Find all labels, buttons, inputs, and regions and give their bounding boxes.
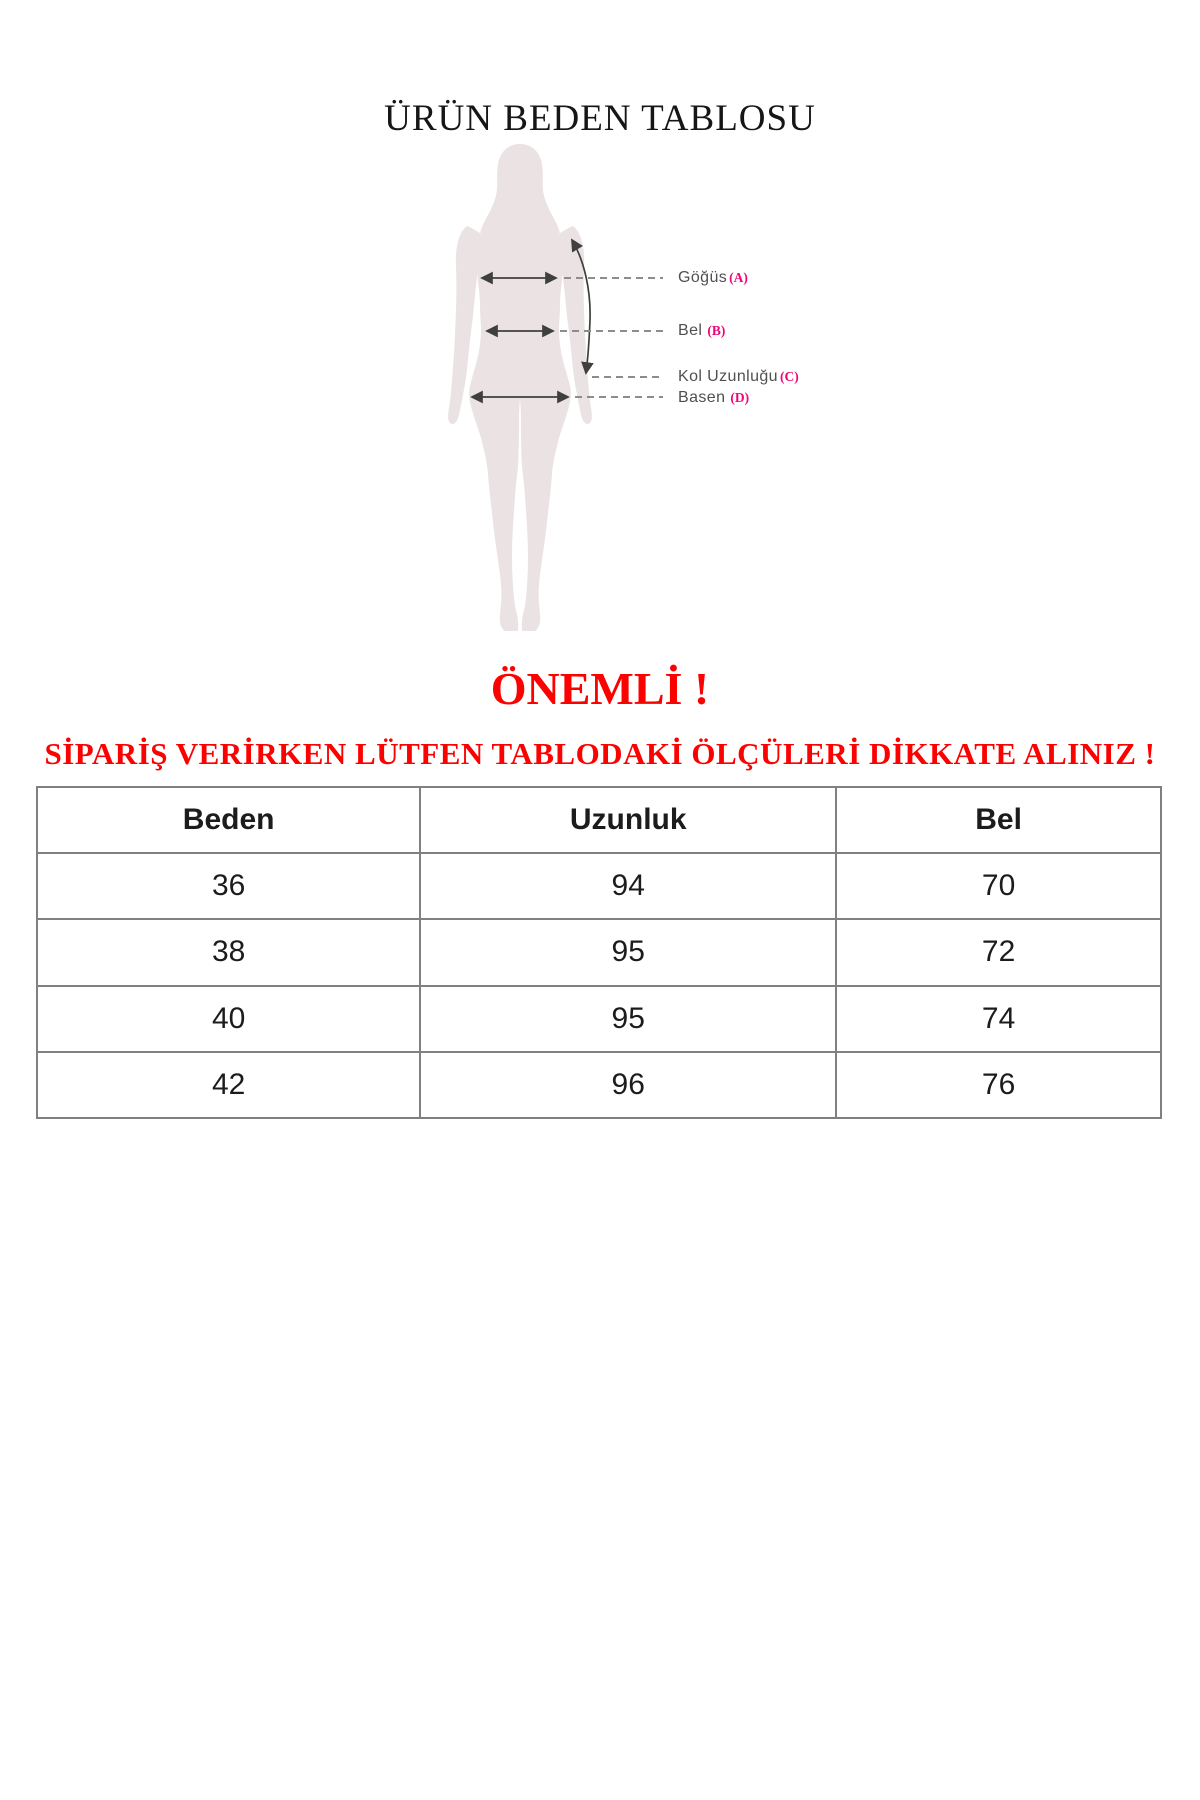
size-cell: 42 — [37, 1052, 420, 1118]
size-cell: 40 — [37, 986, 420, 1052]
size-cell: 74 — [836, 986, 1161, 1052]
measurement-label-waist — [678, 322, 725, 340]
female-body-silhouette — [448, 144, 592, 631]
size-cell: 72 — [836, 919, 1161, 985]
size-cell: 70 — [836, 853, 1161, 919]
table-row — [37, 919, 1161, 985]
size-table — [36, 786, 1162, 1119]
size-cell: 38 — [37, 919, 420, 985]
size-cell: 96 — [420, 1052, 836, 1118]
measurement-code-a: (A) — [729, 270, 748, 285]
header-cell-beden: Beden — [37, 787, 420, 853]
measurement-code-c: (C) — [779, 369, 799, 384]
measurement-code-b: (B) — [707, 323, 726, 338]
header-cell-uzunluk: Uzunluk — [420, 787, 836, 853]
measurement-label-hip-text: Basen — [678, 389, 726, 406]
size-cell: 94 — [420, 853, 836, 919]
order-warning-text: SİPARİŞ VERİRKEN LÜTFEN TABLODAKİ ÖLÇÜLERİ DİKKATE ALINIZ ! — [44, 736, 1156, 771]
measurement-label-chest — [678, 269, 748, 287]
measurement-label-chest-text: Göğüs — [678, 269, 728, 286]
header-cell-bel: Bel — [836, 787, 1161, 853]
page-title: ÜRÜN BEDEN TABLOSU — [384, 97, 816, 139]
measurement-code-d: (D) — [730, 390, 750, 405]
size-cell: 95 — [420, 919, 836, 985]
table-row — [37, 986, 1161, 1052]
size-table-header-row — [37, 787, 1161, 853]
size-cell: 36 — [37, 853, 420, 919]
silhouette-torso — [467, 144, 573, 631]
measurement-label-arm-length-text: Kol Uzunluğu — [678, 368, 778, 385]
measurement-label-hip — [678, 389, 749, 407]
measurement-label-waist-text: Bel — [678, 322, 703, 339]
table-row — [37, 853, 1161, 919]
size-cell: 76 — [836, 1052, 1161, 1118]
measurement-label-arm-length — [678, 368, 799, 386]
table-row — [37, 1052, 1161, 1118]
important-heading: ÖNEMLİ ! — [490, 663, 710, 714]
size-cell: 95 — [420, 986, 836, 1052]
